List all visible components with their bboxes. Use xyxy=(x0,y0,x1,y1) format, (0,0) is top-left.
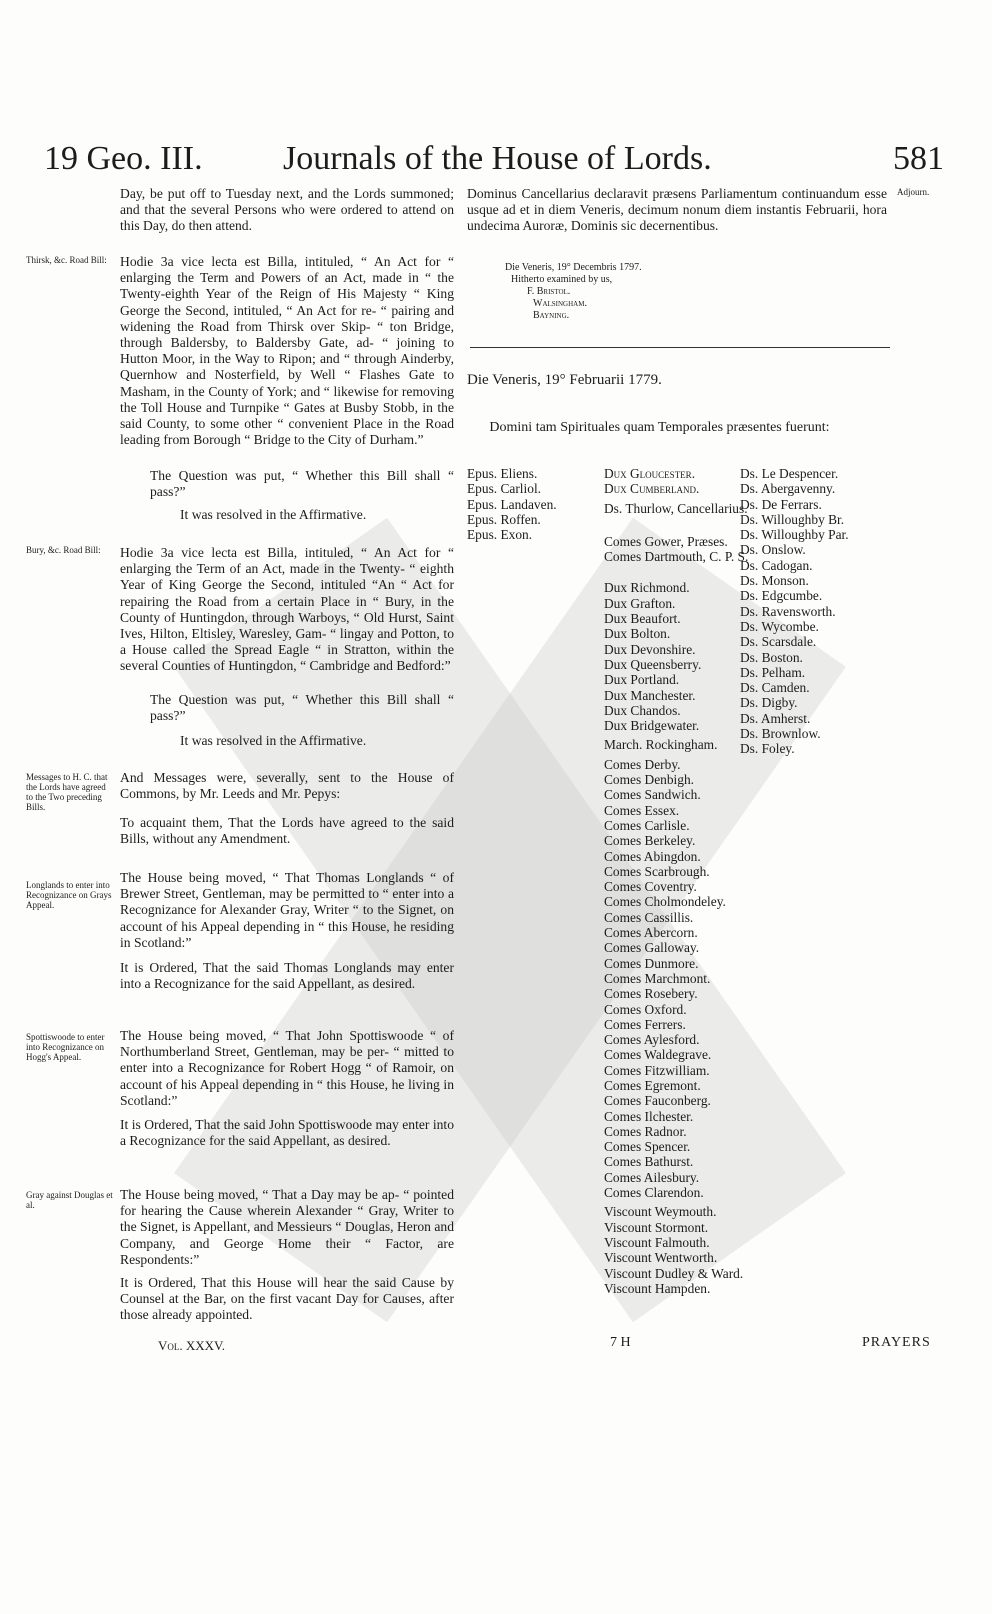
name: Comes Spencer. xyxy=(604,1139,691,1155)
name: Comes Fauconberg. xyxy=(604,1093,711,1109)
name: Dux Cumberland. xyxy=(604,481,700,497)
name: Dux Manchester. xyxy=(604,687,696,703)
running-head-left: 19 Geo. III. xyxy=(44,140,203,177)
name: Comes Rosebery. xyxy=(604,986,698,1002)
name: Ds. Edgcumbe. xyxy=(740,588,823,604)
name: Comes Radnor. xyxy=(604,1123,687,1139)
name: Ds. Foley. xyxy=(740,741,795,757)
name: Viscount Dudley & Ward. xyxy=(604,1265,744,1281)
name: Comes Berkeley. xyxy=(604,833,696,849)
bishop-2: Epus. Carliol. xyxy=(467,481,542,497)
name: Ds. Brownlow. xyxy=(740,726,821,742)
page-number: 581 xyxy=(893,140,944,177)
exam-line: Hitherto examined by us, xyxy=(511,274,613,285)
bishop-5: Epus. Exon. xyxy=(467,527,533,543)
intro-paragraph: Day, be put off to Tuesday next, and the Lords summoned; and that the several Persons who were ordered to attend on this Day, do then attend. xyxy=(120,186,454,234)
exam-signature-3: Bayning. xyxy=(533,310,570,321)
gray-motion: The House being moved, “ That a Day may be ap- “ pointed for hearing the Cause wherein Alexander “ Gray, Writer to the Signet, is Appellant, and Messieurs “ Douglas, Heron and Company, and George Home their “ Factor, are Respondents:” xyxy=(120,1187,454,1267)
name: Comes Ferrers. xyxy=(604,1016,686,1032)
name: Comes Sandwich. xyxy=(604,787,701,803)
name: Comes Essex. xyxy=(604,802,680,818)
bury-bill-text: Hodie 3a vice lecta est Billa, intituled, “ An Act for “ enlarging the Term of an Act, made in the Twenty- “ eighth Year of King George the Second, intituled “An “ Act for repairing the Road from a certain Place in “ Bury, in the County of Huntingdon, through Warboys, “ Old Hurst, Saint Ives, Hilton, Eltisley, Waresley, Gam- “ lingay and Potton, to a House called the Spread Eagle “ in Stratton, within the several Counties of Huntingdon, “ Cambridge and Bedford:” xyxy=(120,545,454,674)
name: Ds. Thurlow, Cancellarius. xyxy=(604,500,748,516)
present-heading: Domini tam Spirituales quam Temporales præsentes fuerunt: xyxy=(489,420,830,435)
messages-acquaint: To acquaint them, That the Lords have agreed to the said Bills, without any Amendment. xyxy=(120,815,454,847)
name: Comes Abingdon. xyxy=(604,848,701,864)
gray-order: It is Ordered, That this House will hear the said Cause by Counsel at the Bar, on the first vacant Day for Causes, after those already appointed. xyxy=(120,1275,454,1323)
name: Ds. Boston. xyxy=(740,649,803,665)
volume-footer: Vol. XXXV. xyxy=(158,1338,226,1353)
name: Comes Marchmont. xyxy=(604,970,711,986)
name: Dux Chandos. xyxy=(604,702,681,718)
bishop-1: Epus. Eliens. xyxy=(467,466,538,481)
name: Ds. Wycombe. xyxy=(740,618,819,634)
catchword: PRAYERS xyxy=(862,1335,931,1350)
name: Ds. Cadogan. xyxy=(740,557,813,573)
name: Comes Coventry. xyxy=(604,879,697,895)
thirsk-bill-text: Hodie 3a vice lecta est Billa, intituled, “ An Act for “ enlarging the Term and Powers of an Act, made in “ the Twenty-eighth Year of the Reign of His Majesty “ King George the Second, intituled, “ An Act for re- “ pairing and widening the Road from Thirsk over Skip- “ ton Bridge, through Baldersby, to Baldersby Gate, ad- “ joining to Hutton Moor, in the Way to Ripon; and “ through Ainderby, Quernhow and Nosterfield, by Well “ Flashes Gate to Masham, in the County of York; and “ likewise for removing the Toll House and Turnpike “ Gates at Busby Stobb, in the said County, to some other “ convenient Place in the Road leading from Borough “ Bridge to the City of Durham.” xyxy=(120,254,454,448)
margin-note-bury: Bury, &c. Road Bill: xyxy=(26,545,101,555)
messages-text: And Messages were, severally, sent to the House of Commons, by Mr. Leeds and Mr. Pepys: xyxy=(120,770,454,802)
name: Ds. Willoughby Br. xyxy=(740,511,845,527)
bury-resolution: It was resolved in the Affirmative. xyxy=(180,733,367,748)
bury-question: The Question was put, “ Whether this Bill shall “ pass?” xyxy=(150,692,454,724)
name: Comes Ailesbury. xyxy=(604,1169,700,1185)
name: Ds. Pelham. xyxy=(740,664,806,680)
name: Dux Bolton. xyxy=(604,626,671,642)
date-heading: Die Veneris, 19° Februarii 1779. xyxy=(467,372,662,388)
exam-signature-2: Walsingham. xyxy=(533,298,587,309)
name: Ds. Le Despencer. xyxy=(740,466,839,481)
barons-list xyxy=(740,466,849,757)
name: Viscount Stormont. xyxy=(604,1219,709,1235)
margin-note-thirsk: Thirsk, &c. Road Bill: xyxy=(26,255,107,265)
thirsk-question: The Question was put, “ Whether this Bill shall “ pass?” xyxy=(150,468,454,500)
longlands-order: It is Ordered, That the said Thomas Longlands may enter into a Recognizance for the said Appellant, as desired. xyxy=(120,960,454,992)
name: Ds. Scarsdale. xyxy=(740,634,817,650)
name: Ds. Onslow. xyxy=(740,542,806,558)
margin-note-longlands: Longlands to enter into Recognizance on Grays Appeal. xyxy=(26,880,112,910)
name: Dux Richmond. xyxy=(604,580,690,596)
name: Viscount Weymouth. xyxy=(604,1204,717,1220)
spottiswoode-order: It is Ordered, That the said John Spottiswoode may enter into a Recognizance for the said Appellant, as desired. xyxy=(120,1117,454,1149)
name: Comes Dartmouth, C. P. S. xyxy=(604,549,749,565)
longlands-motion: The House being moved, “ That Thomas Longlands “ of Brewer Street, Gentleman, may be permitted to “ enter into a Recognizance for Alexander Gray, Writer “ to the Signet, on account of his Appeal depending in “ this House, he residing in Scotland:” xyxy=(120,870,454,950)
name: Dux Grafton. xyxy=(604,595,676,611)
bishop-3: Epus. Landaven. xyxy=(467,496,557,512)
section-rule xyxy=(470,347,890,348)
name: Viscount Wentworth. xyxy=(604,1250,718,1266)
spottiswoode-motion: The House being moved, “ That John Spottiswoode “ of Northumberland Street, Gentleman, may be per- “ mitted to enter into a Recognizance for Robert Hogg “ of Ramoir, on account of his Appeal depending in “ this House, he living in Scotland:” xyxy=(120,1028,454,1108)
name: Dux Gloucester. xyxy=(604,466,696,481)
name: Comes Cassillis. xyxy=(604,909,694,925)
name: Comes Gower, Præses. xyxy=(604,533,728,549)
name: Comes Clarendon. xyxy=(604,1185,704,1201)
name: Comes Fitzwilliam. xyxy=(604,1062,710,1078)
name: Ds. Abergavenny. xyxy=(740,481,836,497)
name: Ds. Willoughby Par. xyxy=(740,527,849,543)
name: Comes Carlisle. xyxy=(604,817,690,833)
exam-date: Die Veneris, 19° Decembris 1797. xyxy=(505,262,642,273)
margin-note-messages: Messages to H. C. that the Lords have agreed to the Two preceding Bills. xyxy=(26,772,108,812)
name: Comes Bathurst. xyxy=(604,1154,694,1170)
name: Comes Ilchester. xyxy=(604,1108,694,1124)
name: Ds. Amherst. xyxy=(740,710,811,726)
name: Dux Portland. xyxy=(604,672,680,688)
name: Comes Abercorn. xyxy=(604,925,698,941)
name: Viscount Falmouth. xyxy=(604,1234,710,1250)
name: Ds. Digby. xyxy=(740,695,798,711)
margin-note-adjourn: Adjourn. xyxy=(897,187,930,197)
adjournment-text: Dominus Cancellarius declaravit præsens Parliamentum continuandum esse usque ad et in diem Veneris, decimum nonum diem instantis Februarii, hora undecima Auroræ, Dominis sic decernentibus. xyxy=(467,186,887,234)
bishops-list xyxy=(467,466,557,542)
name: Comes Denbigh. xyxy=(604,772,695,788)
name: March. Rockingham. xyxy=(604,737,718,753)
name: Ds. Ravensworth. xyxy=(740,603,836,619)
name: Comes Galloway. xyxy=(604,940,700,956)
name: Ds. Monson. xyxy=(740,573,809,589)
name: Comes Derby. xyxy=(604,756,681,772)
name: Ds. Camden. xyxy=(740,680,810,696)
name: Comes Aylesford. xyxy=(604,1032,700,1048)
exam-signature-1: F. Bristol. xyxy=(527,286,571,297)
name: Dux Beaufort. xyxy=(604,611,681,627)
name: Ds. De Ferrars. xyxy=(740,496,822,512)
name: Comes Cholmondeley. xyxy=(604,894,726,910)
name: Dux Devonshire. xyxy=(604,641,696,657)
name: Comes Egremont. xyxy=(604,1077,701,1093)
running-head-title: Journals of the House of Lords. xyxy=(283,140,712,177)
thirsk-resolution: It was resolved in the Affirmative. xyxy=(180,507,367,522)
signature-mark: 7 H xyxy=(610,1335,631,1350)
name: Comes Waldegrave. xyxy=(604,1047,712,1063)
margin-note-spottiswoode: Spottiswoode to enter into Recognizance on Hogg's Appeal. xyxy=(26,1032,105,1062)
examination-note xyxy=(505,262,642,322)
bishop-4: Epus. Roffen. xyxy=(467,511,541,527)
name: Dux Bridgewater. xyxy=(604,718,700,734)
name: Comes Dunmore. xyxy=(604,955,699,971)
name: Viscount Hampden. xyxy=(604,1280,711,1296)
name: Comes Oxford. xyxy=(604,1001,687,1017)
margin-note-gray: Gray against Douglas et al. xyxy=(26,1190,113,1210)
name: Comes Scarbrough. xyxy=(604,863,710,879)
temporal-lords-list xyxy=(604,466,748,1296)
name: Dux Queensberry. xyxy=(604,656,702,672)
